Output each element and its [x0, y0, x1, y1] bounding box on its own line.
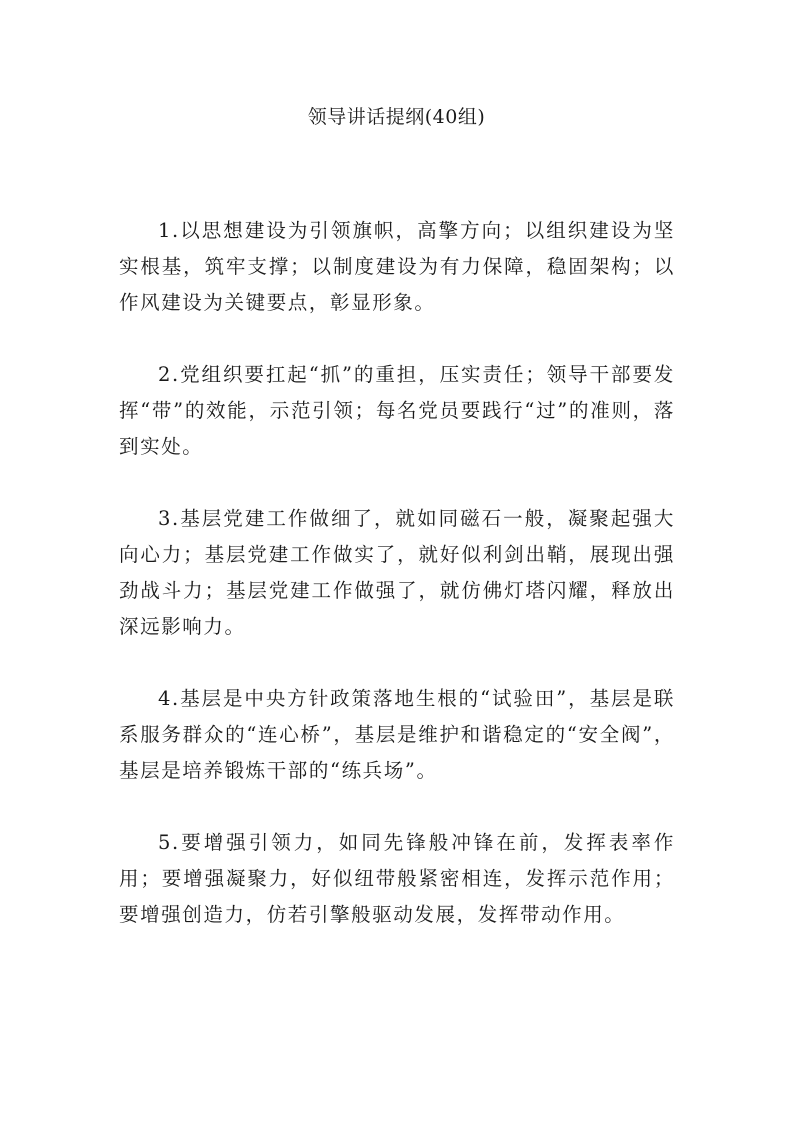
paragraph-5: 5.要增强引领力，如同先锋般冲锋在前，发挥表率作用；要增强凝聚力，好似纽带般紧密相连，发挥示范作用；要增强创造力，仿若引擎般驱动发展，发挥带动作用。: [119, 831, 675, 926]
paragraph-2: 2.党组织要扛起“抓”的重担，压实责任；领导干部要发挥“带”的效能，示范引领；每名党员要践行“过”的准则，落到实处。: [119, 363, 675, 458]
paragraph-4: 4.基层是中央方针政策落地生根的“试验田”，基层是联系服务群众的“连心桥”，基层是维护和谐稳定的“安全阀”，基层是培养锻炼干部的“练兵场”。: [119, 687, 675, 782]
paragraph-3: 3.基层党建工作做细了，就如同磁石一般，凝聚起强大向心力；基层党建工作做实了，就好似利剑出鞘，展现出强劲战斗力；基层党建工作做强了，就仿佛灯塔闪耀，释放出深远影响力。: [119, 507, 675, 638]
document-title: 领导讲话提纲(40组): [307, 106, 486, 128]
paragraph-1: 1.以思想建设为引领旗帜，高擎方向；以组织建设为坚实根基，筑牢支撑；以制度建设为有力保障，稳固架构；以作风建设为关键要点，彰显形象。: [119, 219, 675, 314]
document-body: [119, 213, 675, 969]
